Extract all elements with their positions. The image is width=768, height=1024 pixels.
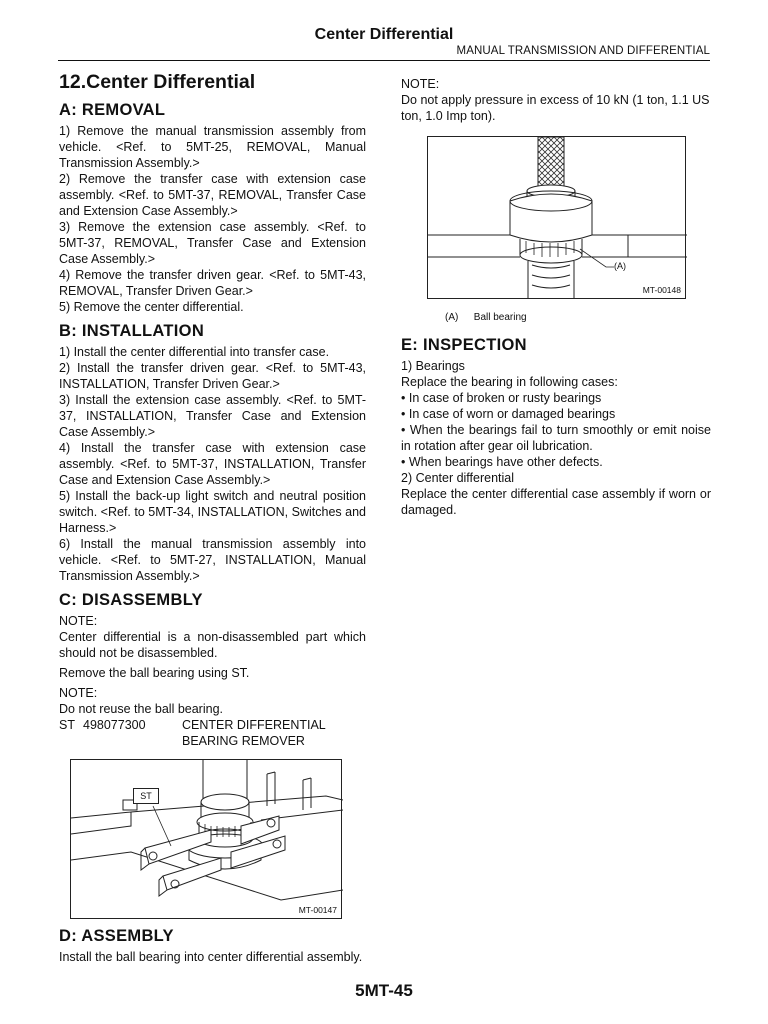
note-text: Do not apply pressure in excess of 10 kN (1 ton, 1.1 US ton, 1.0 Imp ton). (401, 93, 710, 123)
left-column (59, 66, 366, 965)
st-name-line2: BEARING REMOVER (182, 734, 305, 748)
removal-heading: A: REMOVAL (59, 101, 166, 119)
special-tool-row (59, 717, 366, 749)
legend-text: Ball bearing (473, 312, 527, 323)
page-title: 12.Center Differential (59, 71, 256, 93)
legend-key: (A) (445, 312, 459, 323)
disassembly-instruction: Remove the ball bearing using ST. (59, 666, 250, 680)
note-text: Center differential is a non-disassembled part which should not be disassembled. (59, 630, 366, 660)
inspection-subheading: 1) Bearings (401, 359, 465, 373)
header-rule (58, 60, 710, 61)
right-column (401, 76, 711, 518)
disassembly-heading: C: DISASSEMBLY (59, 591, 203, 609)
figure-callout-st: ST (133, 788, 159, 804)
installation-step: 3) Install the extension case assembly. <Ref. to 5MT-37, INSTALLATION, Transfer Case and Extension Case Assembly.> (59, 393, 366, 439)
installation-step: 6) Install the manual transmission assembly into vehicle. <Ref. to 5MT-27, INSTALLATION, Manual Transmission Assembly.> (59, 537, 366, 583)
note-label: NOTE: (59, 614, 98, 628)
removal-step: 4) Remove the transfer driven gear. <Ref. to 5MT-43, REMOVAL, Transfer Driven Gear.> (59, 268, 366, 298)
inspection-subheading: 2) Center differential (401, 471, 515, 485)
inspection-heading: E: INSPECTION (401, 336, 527, 354)
figure-code: MT-00148 (642, 285, 681, 295)
header-subtitle: MANUAL TRANSMISSION AND DIFFERENTIAL (456, 45, 710, 57)
installation-step: 4) Install the transfer case with extension case assembly. <Ref. to 5MT-37, INSTALLATION, Transfer Case and Extension Case Assembly.> (59, 441, 366, 487)
figure-legend (445, 311, 711, 325)
installation-heading: B: INSTALLATION (59, 322, 205, 340)
removal-step: 5) Remove the center differential. (59, 300, 244, 314)
inspection-bullet: • In case of broken or rusty bearings (401, 391, 602, 405)
note-label: NOTE: (401, 77, 440, 91)
inspection-intro: Replace the bearing in following cases: (401, 375, 618, 389)
removal-step: 3) Remove the extension case assembly. <Ref. to 5MT-37, REMOVAL, Transfer Case and Extension Case Assembly.> (59, 220, 366, 266)
installation-step: 1) Install the center differential into transfer case. (59, 345, 330, 359)
bearing-remover-illustration (71, 760, 343, 920)
header-title: Center Differential (314, 26, 454, 43)
st-number: 498077300 (83, 718, 146, 732)
figure-callout-a: (A) (614, 261, 626, 271)
installation-step: 2) Install the transfer driven gear. <Ref. to 5MT-43, INSTALLATION, Transfer Driven Gear.> (59, 361, 366, 391)
removal-step: 2) Remove the transfer case with extension case assembly. <Ref. to 5MT-37, REMOVAL, Transfer Case and Extension Case Assembly.> (59, 172, 366, 218)
page-number: 5MT-45 (355, 981, 413, 1000)
ball-bearing-illustration (428, 137, 687, 300)
assembly-text: Install the ball bearing into center differential assembly. (59, 950, 363, 964)
figure-code: MT-00147 (298, 905, 337, 915)
inspection-bullet: • When bearings have other defects. (401, 455, 603, 469)
assembly-heading: D: ASSEMBLY (59, 927, 174, 945)
note-text: Do not reuse the ball bearing. (59, 702, 223, 716)
removal-step: 1) Remove the manual transmission assembly from vehicle. <Ref. to 5MT-25, REMOVAL, Manual Transmission Assembly.> (59, 124, 366, 170)
ball-bearing-figure (427, 136, 686, 299)
inspection-bullet: • When the bearings fail to turn smoothly or emit noise in rotation after gear oil lubrication. (401, 423, 711, 453)
note-label: NOTE: (59, 686, 98, 700)
st-prefix: ST (59, 718, 75, 732)
bearing-remover-figure (70, 759, 342, 919)
installation-step: 5) Install the back-up light switch and neutral position switch. <Ref. to 5MT-34, INSTALLATION, Switches and Harness.> (59, 489, 366, 535)
st-name-line1: CENTER DIFFERENTIAL (182, 718, 326, 732)
inspection-text: Replace the center differential case assembly if worn or damaged. (401, 487, 711, 517)
inspection-bullet: • In case of worn or damaged bearings (401, 407, 616, 421)
